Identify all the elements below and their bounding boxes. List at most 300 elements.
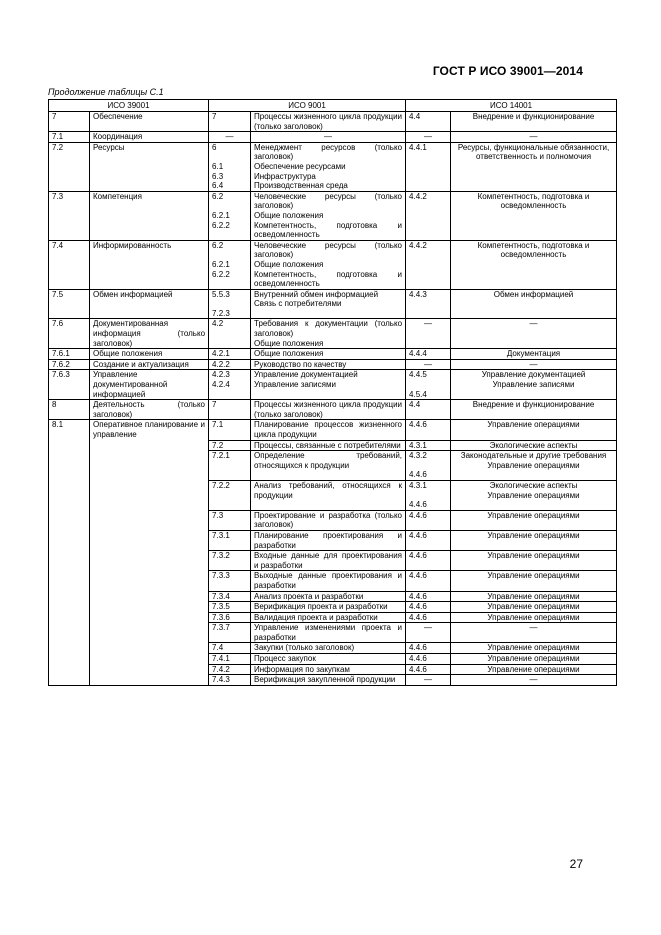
iso14001-title-text: — <box>529 675 538 685</box>
iso39001-clause-cell <box>49 480 90 510</box>
iso9001-title-text: Закупки (только заголовок) <box>254 643 355 653</box>
iso14001-title-text: Документация <box>506 349 561 359</box>
iso14001-clause-cell <box>406 132 451 143</box>
iso39001-clause-text: 7.5 <box>52 289 64 299</box>
iso14001-title-cell <box>451 191 617 240</box>
iso9001-clause-text: 7.4 <box>212 643 224 653</box>
iso9001-title-text: Процессы жизненного цикла продукции (только заголовок) <box>254 112 403 131</box>
iso14001-clause-cell <box>406 612 451 623</box>
iso9001-title-text: Валидация проекта и разработки <box>254 612 378 622</box>
iso14001-clause-cell <box>406 240 451 289</box>
iso9001-clause-cell <box>209 240 251 289</box>
iso9001-title-text: Человеческие ресурсы (только заголовок) Общие положения Компетентность, подготовка и осведомленность <box>254 240 403 289</box>
page-number: 27 <box>569 857 583 871</box>
iso14001-clause-cell <box>406 551 451 571</box>
iso14001-clause-text: 4.4.2 <box>409 191 427 201</box>
iso9001-title-cell <box>251 591 406 602</box>
iso14001-clause-cell <box>406 370 451 400</box>
iso9001-clause-text: 7.1 <box>212 420 224 430</box>
iso9001-clause-text: 4.2.2 <box>212 359 230 369</box>
iso39001-title-cell <box>90 480 209 510</box>
iso9001-clause-text: 7.3.4 <box>212 591 230 601</box>
iso9001-title-text: Планирование процессов жизненного цикла продукции <box>254 420 403 439</box>
iso9001-clause-text: 4.2.1 <box>212 349 230 359</box>
iso14001-title-text: Экологические аспекты Управление операциями <box>487 480 580 500</box>
iso14001-clause-text: 4.4.1 <box>409 142 427 152</box>
iso9001-clause-text: 6 6.1 6.3 6.4 <box>212 142 224 191</box>
iso39001-title-text: Общие положения <box>93 349 163 359</box>
table-row <box>49 319 617 349</box>
table-row <box>49 400 617 420</box>
iso14001-clause-cell <box>406 510 451 530</box>
table-row <box>49 370 617 400</box>
iso14001-title-cell <box>451 420 617 440</box>
iso14001-clause-cell <box>406 400 451 420</box>
iso9001-title-text: Общие положения <box>254 349 324 359</box>
iso9001-title-text: Определение требований, относящихся к продукции <box>254 451 403 470</box>
iso9001-clause-text: 7.2.2 <box>212 480 230 490</box>
iso9001-title-cell <box>251 142 406 191</box>
iso9001-clause-text: 6.2 6.2.1 6.2.2 <box>212 191 230 230</box>
iso9001-title-text: Процессы жизненного цикла продукции (только заголовок) <box>254 400 403 419</box>
iso14001-title-cell <box>451 349 617 360</box>
iso9001-clause-text: 7.3.3 <box>212 571 230 581</box>
iso14001-title-cell <box>451 132 617 143</box>
iso9001-title-cell <box>251 132 406 143</box>
table-row <box>49 132 617 143</box>
iso39001-clause-text: 7.6 <box>52 319 64 329</box>
iso14001-title-text: Обмен информацией <box>493 289 574 299</box>
table-row <box>49 451 617 481</box>
iso9001-clause-cell <box>209 510 251 530</box>
iso9001-clause-cell <box>209 612 251 623</box>
iso9001-clause-cell <box>209 675 251 686</box>
iso39001-title-text: Документированная информация (только заголовок) <box>93 319 206 348</box>
table-row <box>49 591 617 602</box>
iso9001-clause-cell <box>209 132 251 143</box>
iso9001-title-text: Анализ требований, относящихся к продукции <box>254 480 403 500</box>
iso14001-clause-text: 4.4.6 <box>409 654 427 664</box>
iso39001-title-cell <box>90 530 209 550</box>
table-row <box>49 551 617 571</box>
iso39001-clause-cell <box>49 289 90 319</box>
iso39001-clause-cell <box>49 359 90 370</box>
iso14001-title-text: Внедрение и функционирование <box>472 112 595 121</box>
iso14001-clause-text: 4.4.6 <box>409 612 427 622</box>
iso9001-title-cell <box>251 370 406 400</box>
table-row <box>49 191 617 240</box>
iso14001-clause-text: 4.4.6 <box>409 551 427 561</box>
iso9001-clause-text: 7.2 <box>212 440 224 450</box>
table-row <box>49 510 617 530</box>
iso39001-title-cell <box>90 142 209 191</box>
iso9001-clause-cell <box>209 664 251 675</box>
iso9001-title-cell <box>251 112 406 132</box>
iso14001-clause-text: — <box>424 623 433 633</box>
iso39001-clause-cell <box>49 370 90 400</box>
iso39001-clause-text: 8 <box>52 400 57 410</box>
iso14001-title-cell <box>451 602 617 613</box>
iso9001-clause-text: 7 <box>212 112 217 121</box>
iso39001-title-text: Обеспечение <box>93 112 143 121</box>
iso14001-title-cell <box>451 289 617 319</box>
iso9001-title-text: Анализ проекта и разработки <box>254 591 364 601</box>
iso14001-clause-text: — <box>424 132 433 142</box>
iso14001-title-cell <box>451 530 617 550</box>
iso14001-title-text: Управление операциями <box>487 643 580 653</box>
iso39001-clause-cell <box>49 643 90 654</box>
iso39001-title-text: Информированность <box>93 240 172 250</box>
iso9001-clause-text: 7 <box>212 400 217 410</box>
iso9001-clause-text: 7.4.2 <box>212 664 230 674</box>
table-row <box>49 654 617 665</box>
iso9001-title-cell <box>251 319 406 349</box>
column-header-iso14001: ИСО 14001 <box>406 100 617 112</box>
iso14001-title-cell <box>451 612 617 623</box>
iso39001-clause-cell <box>49 623 90 643</box>
iso39001-title-cell <box>90 370 209 400</box>
iso39001-clause-text: 7.6.2 <box>52 359 70 369</box>
iso14001-title-cell <box>451 675 617 686</box>
iso14001-clause-cell <box>406 643 451 654</box>
iso14001-title-cell <box>451 591 617 602</box>
iso14001-title-cell <box>451 664 617 675</box>
iso14001-title-text: Управление операциями <box>487 612 580 622</box>
iso39001-title-cell <box>90 191 209 240</box>
iso14001-title-text: Управление операциями <box>487 591 580 601</box>
iso9001-clause-text: 7.3.2 <box>212 551 230 561</box>
iso14001-clause-text: 4.3.1 <box>409 440 427 450</box>
iso9001-clause-text: 4.2.3 4.2.4 <box>212 370 230 390</box>
iso9001-clause-text: 4.2 <box>212 319 224 329</box>
iso39001-title-text: Управление документированной информацией <box>93 370 168 399</box>
iso14001-clause-text: 4.4 <box>409 400 421 410</box>
iso9001-clause-text: 7.4.3 <box>212 675 230 685</box>
iso14001-clause-text: 4.4.6 <box>409 643 427 653</box>
iso39001-clause-text: 7.3 <box>52 191 64 201</box>
iso14001-clause-cell <box>406 480 451 510</box>
iso39001-title-cell <box>90 675 209 686</box>
iso14001-clause-text: 4.4.4 <box>409 349 427 359</box>
iso9001-clause-cell <box>209 400 251 420</box>
iso39001-title-cell <box>90 510 209 530</box>
iso14001-clause-cell <box>406 359 451 370</box>
iso14001-clause-text: — <box>424 319 433 329</box>
iso9001-clause-cell <box>209 591 251 602</box>
table-row <box>49 480 617 510</box>
iso39001-clause-cell <box>49 349 90 360</box>
iso39001-clause-cell <box>49 602 90 613</box>
iso9001-title-cell <box>251 480 406 510</box>
iso39001-clause-cell <box>49 191 90 240</box>
iso9001-title-text: Выходные данные проектирования и разработки <box>254 571 403 590</box>
table-row <box>49 602 617 613</box>
iso9001-title-text: Управление документацией Управление записями <box>254 370 358 390</box>
iso9001-title-text: Внутренний обмен информацией Связь с потребителями <box>254 289 379 309</box>
iso9001-title-text: Информация по закупкам <box>254 664 350 674</box>
document-header: ГОСТ Р ИСО 39001—2014 <box>432 64 583 78</box>
iso39001-title-cell <box>90 112 209 132</box>
iso9001-title-cell <box>251 612 406 623</box>
iso9001-clause-cell <box>209 551 251 571</box>
column-header-iso9001: ИСО 9001 <box>209 100 406 112</box>
iso14001-title-text: Управление операциями <box>487 571 580 581</box>
iso39001-clause-cell <box>49 240 90 289</box>
iso9001-clause-cell <box>209 602 251 613</box>
table-row <box>49 530 617 550</box>
iso14001-title-text: Управление операциями <box>487 420 580 430</box>
iso14001-title-cell <box>451 112 617 132</box>
iso39001-title-text: Деятельность (только заголовок) <box>93 400 206 419</box>
iso14001-title-cell <box>451 451 617 481</box>
iso9001-clause-cell <box>209 530 251 550</box>
iso9001-title-cell <box>251 510 406 530</box>
iso14001-clause-cell <box>406 602 451 613</box>
iso9001-title-text: Проектирование и разработка (только заголовок) <box>254 510 403 530</box>
iso39001-title-cell <box>90 240 209 289</box>
table-row <box>49 289 617 319</box>
iso39001-title-cell <box>90 612 209 623</box>
iso14001-title-text: Компетентность, подготовка и осведомленность <box>477 240 590 260</box>
iso14001-title-cell <box>451 623 617 643</box>
iso39001-title-cell <box>90 571 209 591</box>
iso14001-title-cell <box>451 654 617 665</box>
iso14001-clause-text: 4.4.2 <box>409 240 427 250</box>
iso39001-title-text: Оперативное планирование и управление <box>93 420 206 439</box>
iso9001-title-cell <box>251 675 406 686</box>
iso9001-title-cell <box>251 451 406 481</box>
iso14001-title-text: Управление операциями <box>487 664 580 674</box>
iso14001-clause-cell <box>406 112 451 132</box>
iso39001-title-cell <box>90 132 209 143</box>
iso9001-title-text: Планирование проектирования и разработки <box>254 530 403 550</box>
iso9001-title-cell <box>251 359 406 370</box>
iso14001-title-text: Компетентность, подготовка и осведомленность <box>477 191 590 211</box>
iso14001-clause-cell <box>406 191 451 240</box>
iso39001-clause-cell <box>49 400 90 420</box>
iso14001-title-cell <box>451 400 617 420</box>
iso14001-title-cell <box>451 370 617 400</box>
iso14001-clause-cell <box>406 623 451 643</box>
iso9001-title-text: Человеческие ресурсы (только заголовок) Общие положения Компетентность, подготовка и осведомленность <box>254 191 403 240</box>
iso14001-title-cell <box>451 551 617 571</box>
iso14001-clause-text: — <box>424 359 433 369</box>
iso9001-clause-cell <box>209 440 251 451</box>
iso39001-title-cell <box>90 349 209 360</box>
iso39001-title-cell <box>90 623 209 643</box>
iso39001-clause-cell <box>49 319 90 349</box>
iso9001-clause-cell <box>209 319 251 349</box>
iso14001-clause-cell <box>406 440 451 451</box>
iso9001-title-text: Верификация закупленной продукции <box>254 675 396 685</box>
iso39001-clause-cell <box>49 571 90 591</box>
iso39001-clause-cell <box>49 591 90 602</box>
iso14001-clause-cell <box>406 675 451 686</box>
iso39001-clause-cell <box>49 451 90 481</box>
iso14001-clause-cell <box>406 571 451 591</box>
iso9001-clause-text: 5.5.3 7.2.3 <box>212 289 230 318</box>
table-row <box>49 240 617 289</box>
iso9001-clause-cell <box>209 112 251 132</box>
iso14001-title-cell <box>451 240 617 289</box>
iso39001-title-cell <box>90 420 209 440</box>
table-header-row <box>49 100 617 112</box>
iso14001-clause-cell <box>406 349 451 360</box>
iso39001-title-cell <box>90 551 209 571</box>
iso9001-title-text: Процесс закупок <box>254 654 316 664</box>
iso39001-title-cell <box>90 440 209 451</box>
iso14001-clause-text: 4.4 <box>409 112 421 121</box>
iso14001-title-text: — <box>529 623 538 633</box>
iso9001-clause-text: 7.3.7 <box>212 623 230 633</box>
iso9001-title-cell <box>251 349 406 360</box>
iso9001-clause-text: 7.4.1 <box>212 654 230 664</box>
iso39001-clause-cell <box>49 664 90 675</box>
iso14001-title-text: Ресурсы, функциональные обязанности, ответственность и полномочия <box>457 142 610 162</box>
iso14001-clause-text: 4.4.6 <box>409 571 427 581</box>
iso14001-clause-text: 4.4.6 <box>409 591 427 601</box>
iso39001-title-cell <box>90 664 209 675</box>
iso14001-title-text: Законодательные и другие требования Управление операциями <box>460 451 607 470</box>
iso14001-title-cell <box>451 643 617 654</box>
iso39001-title-text: Создание и актуализация <box>93 359 189 369</box>
iso9001-title-cell <box>251 240 406 289</box>
iso9001-title-text: Входные данные для проектирования и разработки <box>254 551 403 570</box>
table-row <box>49 643 617 654</box>
iso39001-clause-text: 7.6.3 <box>52 370 70 380</box>
iso9001-title-text: Верификация проекта и разработки <box>254 602 388 612</box>
iso39001-title-cell <box>90 643 209 654</box>
table-caption: Продолжение таблицы С.1 <box>48 87 164 97</box>
iso39001-clause-text: 7.6.1 <box>52 349 70 359</box>
iso9001-clause-cell <box>209 654 251 665</box>
iso9001-title-cell <box>251 602 406 613</box>
iso14001-clause-cell <box>406 142 451 191</box>
iso9001-title-text: — <box>324 132 333 142</box>
iso9001-clause-text: 7.3.5 <box>212 602 230 612</box>
iso39001-title-text: Ресурсы <box>93 142 125 152</box>
iso14001-title-cell <box>451 142 617 191</box>
table-row <box>49 571 617 591</box>
iso9001-clause-cell <box>209 480 251 510</box>
iso39001-title-cell <box>90 359 209 370</box>
iso14001-title-text: — <box>529 132 538 142</box>
iso39001-clause-cell <box>49 551 90 571</box>
iso14001-title-text: Управление документацией Управление записями <box>481 370 586 390</box>
iso9001-clause-cell <box>209 289 251 319</box>
iso9001-title-cell <box>251 551 406 571</box>
iso39001-title-cell <box>90 400 209 420</box>
iso9001-clause-cell <box>209 142 251 191</box>
iso14001-clause-cell <box>406 591 451 602</box>
iso14001-clause-text: 4.4.5 4.5.4 <box>409 370 427 399</box>
iso14001-clause-cell <box>406 451 451 481</box>
iso9001-title-cell <box>251 530 406 550</box>
iso39001-clause-cell <box>49 510 90 530</box>
iso39001-clause-text: 7.1 <box>52 132 64 142</box>
table-row <box>49 623 617 643</box>
iso9001-clause-text: 7.3.1 <box>212 530 230 540</box>
iso14001-title-text: Экологические аспекты <box>489 440 578 450</box>
iso9001-clause-text: 7.3 <box>212 510 224 520</box>
iso39001-clause-cell <box>49 654 90 665</box>
iso14001-title-cell <box>451 510 617 530</box>
iso9001-title-cell <box>251 664 406 675</box>
iso14001-clause-text: 4.4.6 <box>409 510 427 520</box>
table-row <box>49 664 617 675</box>
table-row <box>49 142 617 191</box>
iso39001-title-text: Компетенция <box>93 191 142 201</box>
iso9001-title-cell <box>251 400 406 420</box>
iso9001-clause-cell <box>209 191 251 240</box>
iso39001-clause-text: 7 <box>52 112 57 121</box>
table-row <box>49 612 617 623</box>
iso9001-clause-text: — <box>225 132 234 142</box>
iso14001-title-cell <box>451 480 617 510</box>
iso9001-clause-cell <box>209 359 251 370</box>
iso9001-clause-cell <box>209 349 251 360</box>
iso9001-clause-cell <box>209 420 251 440</box>
iso9001-title-cell <box>251 654 406 665</box>
iso39001-clause-cell <box>49 132 90 143</box>
iso39001-title-cell <box>90 319 209 349</box>
iso39001-clause-cell <box>49 530 90 550</box>
iso9001-clause-text: 7.3.6 <box>212 612 230 622</box>
iso14001-clause-cell <box>406 319 451 349</box>
table-row <box>49 112 617 132</box>
iso39001-clause-cell <box>49 112 90 132</box>
iso9001-title-text: Менеджмент ресурсов (только заголовок) Обеспечение ресурсами Инфраструктура Производственная среда <box>254 142 403 191</box>
iso14001-clause-text: 4.3.1 4.4.6 <box>409 480 427 510</box>
iso39001-clause-cell <box>49 440 90 451</box>
iso9001-title-cell <box>251 420 406 440</box>
iso9001-clause-text: 6.2 6.2.1 6.2.2 <box>212 240 230 279</box>
iso14001-clause-text: 4.4.6 <box>409 664 427 674</box>
iso14001-clause-cell <box>406 654 451 665</box>
iso39001-clause-cell <box>49 142 90 191</box>
iso9001-title-cell <box>251 289 406 319</box>
table-row <box>49 675 617 686</box>
iso14001-clause-cell <box>406 289 451 319</box>
iso14001-title-text: Управление операциями <box>487 654 580 664</box>
iso14001-title-text: Управление операциями <box>487 530 580 540</box>
iso9001-title-text: Требования к документации (только заголовок) Общие положения <box>254 319 403 348</box>
table-row <box>49 349 617 360</box>
iso14001-clause-text: 4.4.3 <box>409 289 427 299</box>
iso9001-title-text: Руководство по качеству <box>254 359 347 369</box>
iso14001-clause-cell <box>406 420 451 440</box>
correspondence-table <box>48 99 617 686</box>
column-header-iso39001: ИСО 39001 <box>49 100 209 112</box>
iso14001-clause-cell <box>406 530 451 550</box>
iso39001-clause-cell <box>49 675 90 686</box>
iso14001-clause-text: 4.3.2 4.4.6 <box>409 451 427 480</box>
iso14001-title-text: Внедрение и функционирование <box>472 400 595 410</box>
iso39001-title-text: Обмен информацией <box>93 289 173 299</box>
iso14001-title-text: — <box>529 319 538 329</box>
iso9001-title-cell <box>251 643 406 654</box>
iso14001-title-cell <box>451 319 617 349</box>
iso14001-title-cell <box>451 359 617 370</box>
iso14001-clause-text: 4.4.6 <box>409 530 427 540</box>
iso9001-title-text: Управление изменениями проекта и разработки <box>254 623 403 642</box>
iso39001-title-cell <box>90 289 209 319</box>
iso14001-title-cell <box>451 440 617 451</box>
iso14001-clause-text: — <box>424 675 433 685</box>
iso9001-clause-text: 7.2.1 <box>212 451 230 461</box>
iso14001-title-text: — <box>529 359 538 369</box>
iso9001-clause-cell <box>209 623 251 643</box>
